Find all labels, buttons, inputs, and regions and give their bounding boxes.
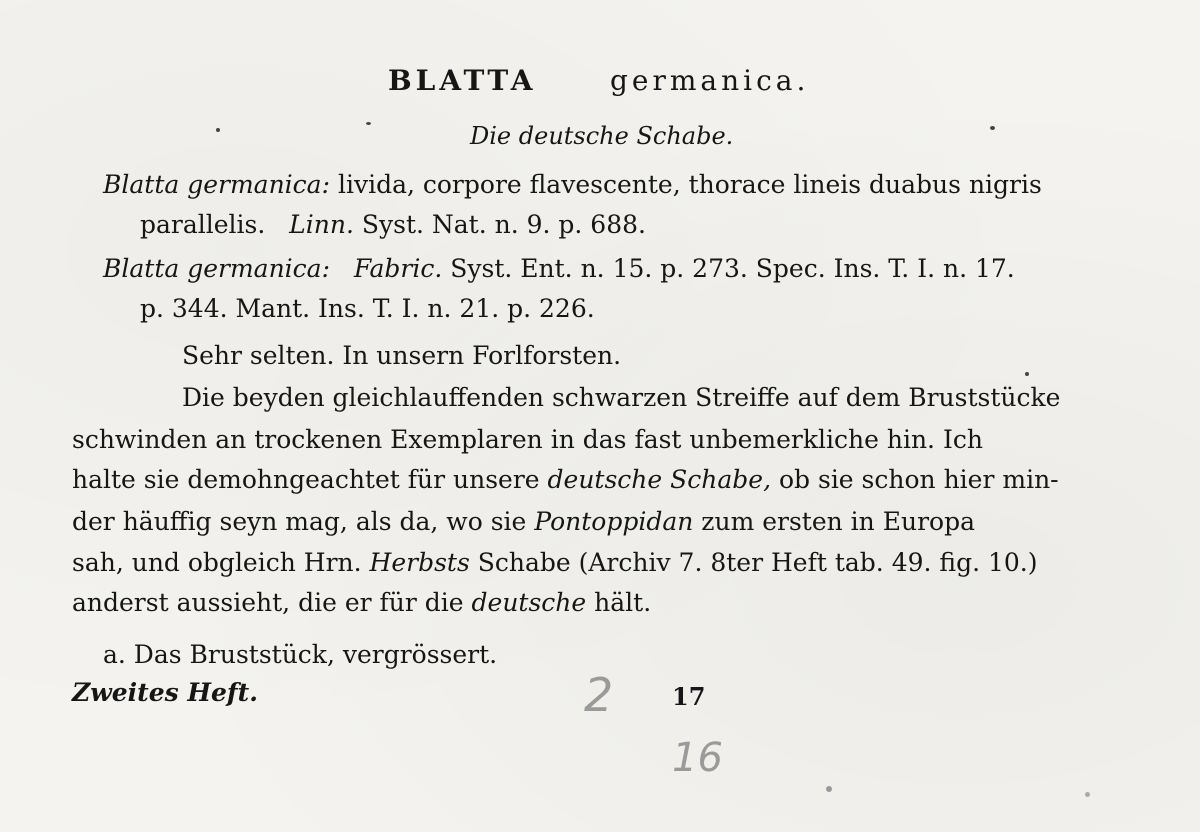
- pencil-mark-lower: 16: [672, 735, 723, 781]
- description-line-6: [72, 590, 651, 615]
- description-line-3: [72, 467, 1145, 492]
- scan-speck: [826, 786, 832, 792]
- description-text-1: Die beyden gleichlauffenden schwarzen Streiffe auf dem Bruststücke: [182, 383, 1061, 412]
- synonym-2-author: Fabric.: [353, 254, 443, 283]
- synonym-2-line-1: [103, 256, 1015, 281]
- description-text-5b: Herbsts: [369, 548, 470, 577]
- description-line-5: [72, 550, 1145, 575]
- description-text-6a: anderst aussieht, die er für die: [72, 588, 464, 617]
- description-line-1: [182, 385, 1145, 410]
- synonym-1-text: livida, corpore flavescente, thorace lineis duabus nigris: [337, 170, 1042, 199]
- scan-speck: [216, 128, 220, 132]
- part-label: Zweites Heft.: [72, 678, 258, 707]
- pencil-mark: 2: [584, 668, 614, 722]
- description-text-6c: hält.: [594, 588, 652, 617]
- plate-number: 17: [672, 682, 706, 711]
- description-text-5c: Schabe (Archiv 7. 8ter Heft tab. 49. fig. 10.): [477, 548, 1038, 577]
- synonym-2-reference: Syst. Ent. n. 15. p. 273. Spec. Ins. T. I. n. 17.: [450, 254, 1015, 283]
- synonym-1-line-2: [140, 212, 646, 237]
- habitat-text: Sehr selten. In unsern Forlforsten.: [182, 341, 622, 370]
- synonym-2-name: Blatta germanica:: [103, 254, 331, 283]
- description-line-2: [72, 427, 1145, 452]
- species-title: germanica.: [610, 64, 810, 97]
- description-text-4c: zum ersten in Europa: [701, 507, 975, 536]
- common-name: Die deutsche Schabe.: [470, 122, 734, 150]
- description-text-3a: halte sie demohngeachtet für unsere: [72, 465, 540, 494]
- description-line-4: [72, 509, 1145, 534]
- description-text-6b: deutsche: [471, 588, 587, 617]
- scan-speck: [1025, 372, 1029, 376]
- description-text-2: schwinden an trockenen Exemplaren in das fast unbemerkliche hin. Ich: [72, 425, 983, 454]
- description-text-5a: sah, und obgleich Hrn.: [72, 548, 362, 577]
- scan-speck: [1085, 792, 1090, 797]
- synonym-2-line-2: [140, 296, 595, 321]
- scan-speck: [990, 126, 995, 130]
- description-text-3c: ob sie schon hier min-: [778, 465, 1059, 494]
- synonym-1-reference: Syst. Nat. n. 9. p. 688.: [361, 210, 646, 239]
- synonym-1-name: Blatta germanica:: [103, 170, 331, 199]
- synonym-1-line-1: [103, 172, 1145, 197]
- figure-caption: a. Das Bruststück, vergrössert.: [103, 640, 498, 669]
- scan-speck: [366, 122, 371, 125]
- description-text-4a: der häuffig seyn mag, als da, wo sie: [72, 507, 527, 536]
- genus-title: BLATTA: [388, 64, 537, 97]
- description-text-4b: Pontoppidan: [534, 507, 694, 536]
- synonym-2-reference-2: p. 344. Mant. Ins. T. I. n. 21. p. 226.: [140, 294, 595, 323]
- synonym-1-author: Linn.: [289, 210, 354, 239]
- synonym-1-text-2: parallelis.: [140, 210, 266, 239]
- description-text-3b: deutsche Schabe,: [547, 465, 772, 494]
